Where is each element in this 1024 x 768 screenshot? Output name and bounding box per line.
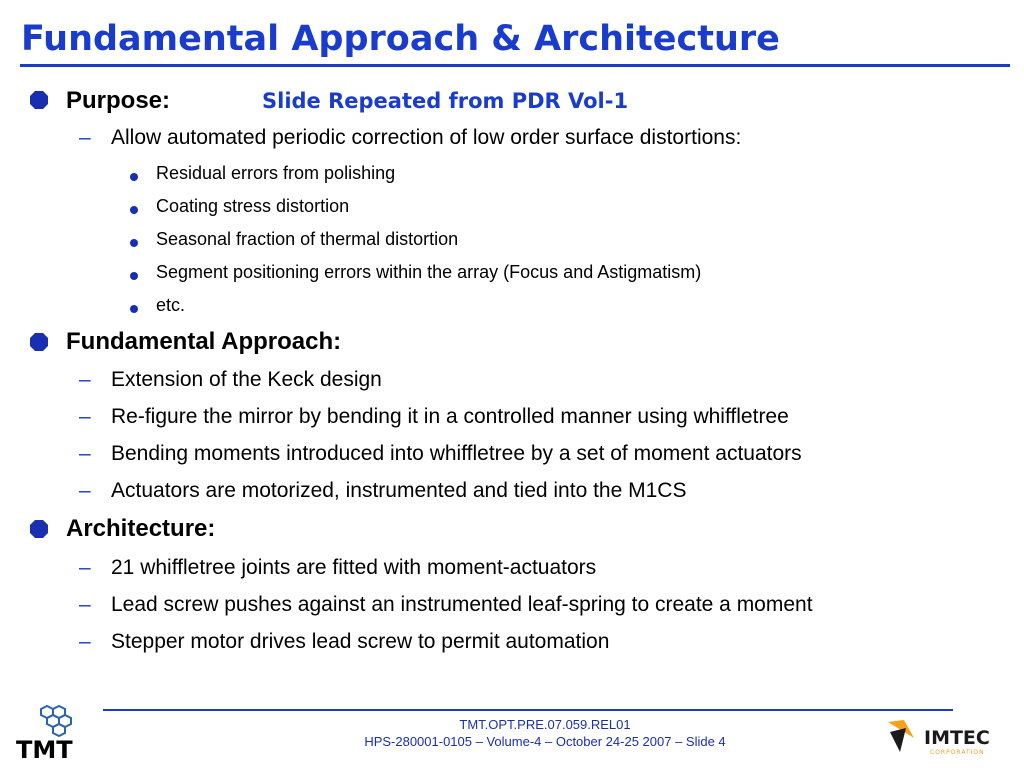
dash-bullet-icon: – [79,126,91,149]
approach-item: Extension of the Keck design [111,368,382,391]
imtec-logo-text: IMTEC [924,727,990,749]
approach-item: Re-figure the mirror by bending it in a controlled manner using whiffletree [111,405,789,428]
purpose-item: Residual errors from polishing [156,163,396,183]
title-underline [20,64,1010,67]
dash-bullet-icon: – [79,556,91,579]
dash-bullet-icon: – [79,593,91,616]
architecture-item: Lead screw pushes against an instrumented leaf-spring to create a moment [111,593,813,616]
octagon-bullet-icon [29,90,49,110]
architecture-item: 21 whiffletree joints are fitted with moment-actuators [111,556,597,579]
dot-bullet-icon [130,305,138,313]
imtec-logo-subtext: CORPORATION [930,749,985,756]
approach-item: Bending moments introduced into whiffletree by a set of moment actuators [111,442,802,465]
dot-bullet-icon [130,239,138,247]
footer-rule [103,709,953,711]
purpose-item: Coating stress distortion [156,196,350,216]
octagon-bullet-icon [29,332,49,352]
purpose-item: Segment positioning errors within the array (Focus and Astigmatism) [156,262,702,282]
tmt-logo [14,702,84,762]
footer-doc-id: TMT.OPT.PRE.07.059.REL01 [459,717,631,732]
dot-bullet-icon [130,173,138,181]
purpose-item: Seasonal fraction of thermal distortion [156,229,459,249]
purpose-heading: Purpose: [66,87,171,114]
dash-bullet-icon: – [79,442,91,465]
footer-meeting-info: HPS-280001-0105 – Volume-4 – October 24-25 2007 – Slide 4 [364,734,726,749]
slide-title: Fundamental Approach & Architecture [21,19,780,59]
dot-bullet-icon [130,206,138,214]
dash-bullet-icon: – [79,479,91,502]
approach-item: Actuators are motorized, instrumented and tied into the M1CS [111,479,687,502]
approach-heading: Fundamental Approach: [66,328,342,355]
architecture-heading: Architecture: [66,515,216,542]
dash-bullet-icon: – [79,405,91,428]
octagon-bullet-icon [29,519,49,539]
architecture-item: Stepper motor drives lead screw to permit automation [111,630,610,653]
imtec-logo [884,718,1014,756]
dot-bullet-icon [130,272,138,280]
purpose-subitem: Allow automated periodic correction of low order surface distortions: [111,126,742,149]
dash-bullet-icon: – [79,630,91,653]
purpose-item: etc. [156,295,186,315]
tmt-logo-text: TMT [16,736,73,762]
repeated-slide-note: Slide Repeated from PDR Vol-1 [262,89,629,113]
dash-bullet-icon: – [79,368,91,391]
